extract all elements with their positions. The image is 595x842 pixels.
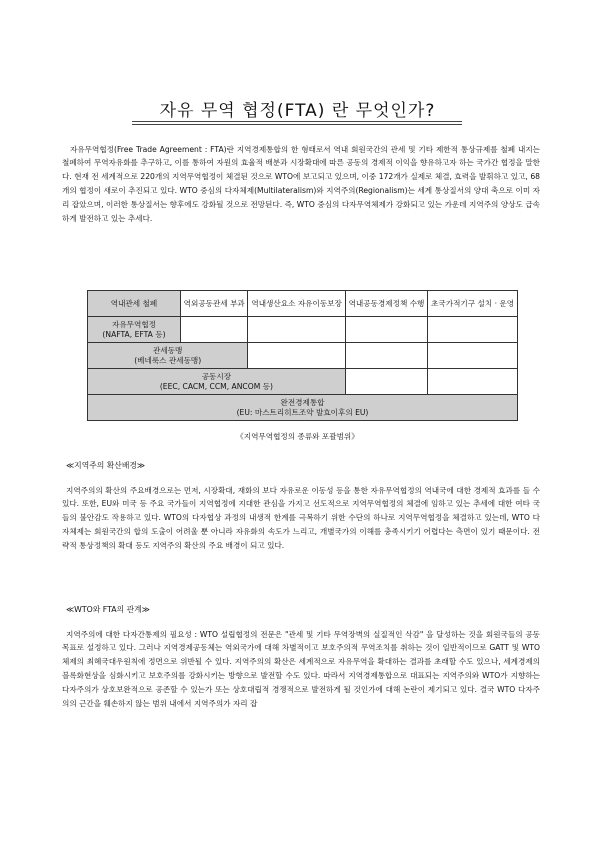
page-title: 자유 무역 협정(FTA) 란 무엇인가?	[159, 101, 436, 121]
table-cell	[181, 317, 248, 343]
table-header-cell: 역내생산요소 자유이동보장	[248, 291, 345, 317]
table-row	[88, 369, 518, 395]
table-row-label	[88, 395, 518, 421]
row-label-sub: (베네룩스 관세동맹)	[134, 355, 202, 365]
title-underline	[132, 121, 462, 122]
row-label-main: 공동시장	[201, 371, 232, 381]
table-header-cell: 역내관세 철폐	[88, 291, 181, 317]
table-cell	[428, 369, 518, 395]
table-cell	[428, 317, 518, 343]
table-row-label	[88, 343, 248, 369]
table-header-row	[88, 291, 518, 317]
row-label-main: 자유무역협정	[111, 319, 156, 329]
row-label-sub: (EEC, CACM, CCM, ANCOM 등)	[159, 381, 273, 391]
row-label-sub: (EU: 마스트리히트조약 발효이후의 EU)	[236, 407, 369, 417]
intro-paragraph: 자유무역협정(Free Trade Agreement : FTA)란 지역경제통합의 한 형태로서 역내 회원국간의 관세 및 기타 제한적 통상규제를 철폐 내지는 철폐하여 무역자유화를 추구하고, 이를 통하여 자원의 효율적 배분과 시장확대에 따른 공동의 경제적 이익을 향유하고자 하는 국가간 협정을 말한다. 현재 전 세계적으로 220개의 지역무역협정이 체결된 것으로 WTO에 보고되고 있으며, 이중 172개가 실제로 체결, 효력을 발휘하고 있고, 68개의 협정이 새로이 추진되고 있다. WTO 중심의 다자체제(Multilateralism)와 지역주의(Regionalism)는 세계 통상질서의 양대 축으로 이미 자리 잡았으며, 이러한 통상질서는 향후에도 강화될 것으로 전망된다. 즉, WTO 중심의 다자무역체제가 강화되고 있는 가운데 지역주의 양상도 급속하게 발전하고 있는 추세다.	[62, 144, 540, 223]
fta-scope-table	[87, 290, 518, 421]
table-cell	[248, 343, 345, 369]
table-row	[88, 395, 518, 421]
wto-fta-paragraph: 지역주의에 대한 다자간통제의 필요성 : WTO 설립협정의 전문은 "관세 및 기타 무역장벽의 실질적인 삭감" 을 달성하는 것을 회원국들의 공동목표로 설정하고 있다. 그러나 지역경제공동체는 역외국가에 대해 차별적이고 보호주의적 무역조치를 취하는 것이 일반적이므로 GATT 및 WTO 체제의 최혜국대우원칙에 정면으로 위반될 수 있다. 지역주의의 확산은 세계적으로 자유무역을 확대하는 결과를 초래할 수도 있으나, 세계경제의 블록화현상을 심화시키고 보호주의를 강화시키는 방향으로 발전할 수도 있다. 따라서 지역경제통합으로 대표되는 지역주의와 WTO가 지향하는 다자주의가 상호보완적으로 공존할 수 있는가 또는 상호대립적 경쟁적으로 발전하게 될 것인가에 대해 논란이 제기되고 있다. 결국 WTO 다자주의의 근간을 훼손하지 않는 범위 내에서 지역주의가 자리 잡	[62, 629, 540, 708]
table-header-cell: 초국가적기구 설치 · 운영	[428, 291, 518, 317]
regionalism-paragraph: 지역주의의 확산의 주요배경으로는 먼저, 시장확대, 재화의 보다 자유로운 이동성 등을 통한 자유무역협정의 역내국에 대한 경제적 효과를 들 수 있다. 또한, EU와 미국 등 주요 국가들이 지역협정에 지대한 관심을 가지고 선도적으로 지역무역협정의 체결에 임하고 있는 추세에 대한 여타 국들의 불안감도 작용하고 있다. WTO의 다자협상 과정의 내생적 한계를 극복하기 위한 수단의 하나로 지역무역협정을 체결하고 있는데, WTO 다자체제는 회원국간의 합의 도출이 어려울 뿐 아니라 자유화의 속도가 느리고, 개별국가의 이해를 충족시키기 어렵다는 측면이 있기 때문이다. 전략적 통상정책의 확대 등도 지역주의 확산의 주요 배경이 되고 있다.	[62, 485, 540, 550]
table-row	[88, 317, 518, 343]
table-header-cell: 역외공동관세 부과	[181, 291, 248, 317]
table-cell	[345, 343, 427, 369]
table-row-label	[88, 369, 346, 395]
row-label-sub: (NAFTA, EFTA 등)	[102, 329, 166, 339]
table-row	[88, 343, 518, 369]
table-row-label	[88, 317, 181, 343]
table-cell	[248, 317, 345, 343]
section-heading-wto-fta: ≪WTO와 FTA의 관계≫	[66, 605, 150, 614]
table-cell	[345, 369, 427, 395]
title-underline-double	[132, 124, 462, 125]
row-label-main: 관세동맹	[153, 345, 183, 355]
row-label-main: 완전경제통합	[280, 397, 325, 407]
section-heading-regionalism: ≪지역주의 확산배경≫	[66, 461, 146, 470]
table-header-cell: 역내공동경제정책 수행	[345, 291, 427, 317]
table-cell	[345, 317, 427, 343]
table-cell	[428, 343, 518, 369]
table-caption: 《지역무역협정의 종류와 포괄범위》	[236, 432, 359, 441]
